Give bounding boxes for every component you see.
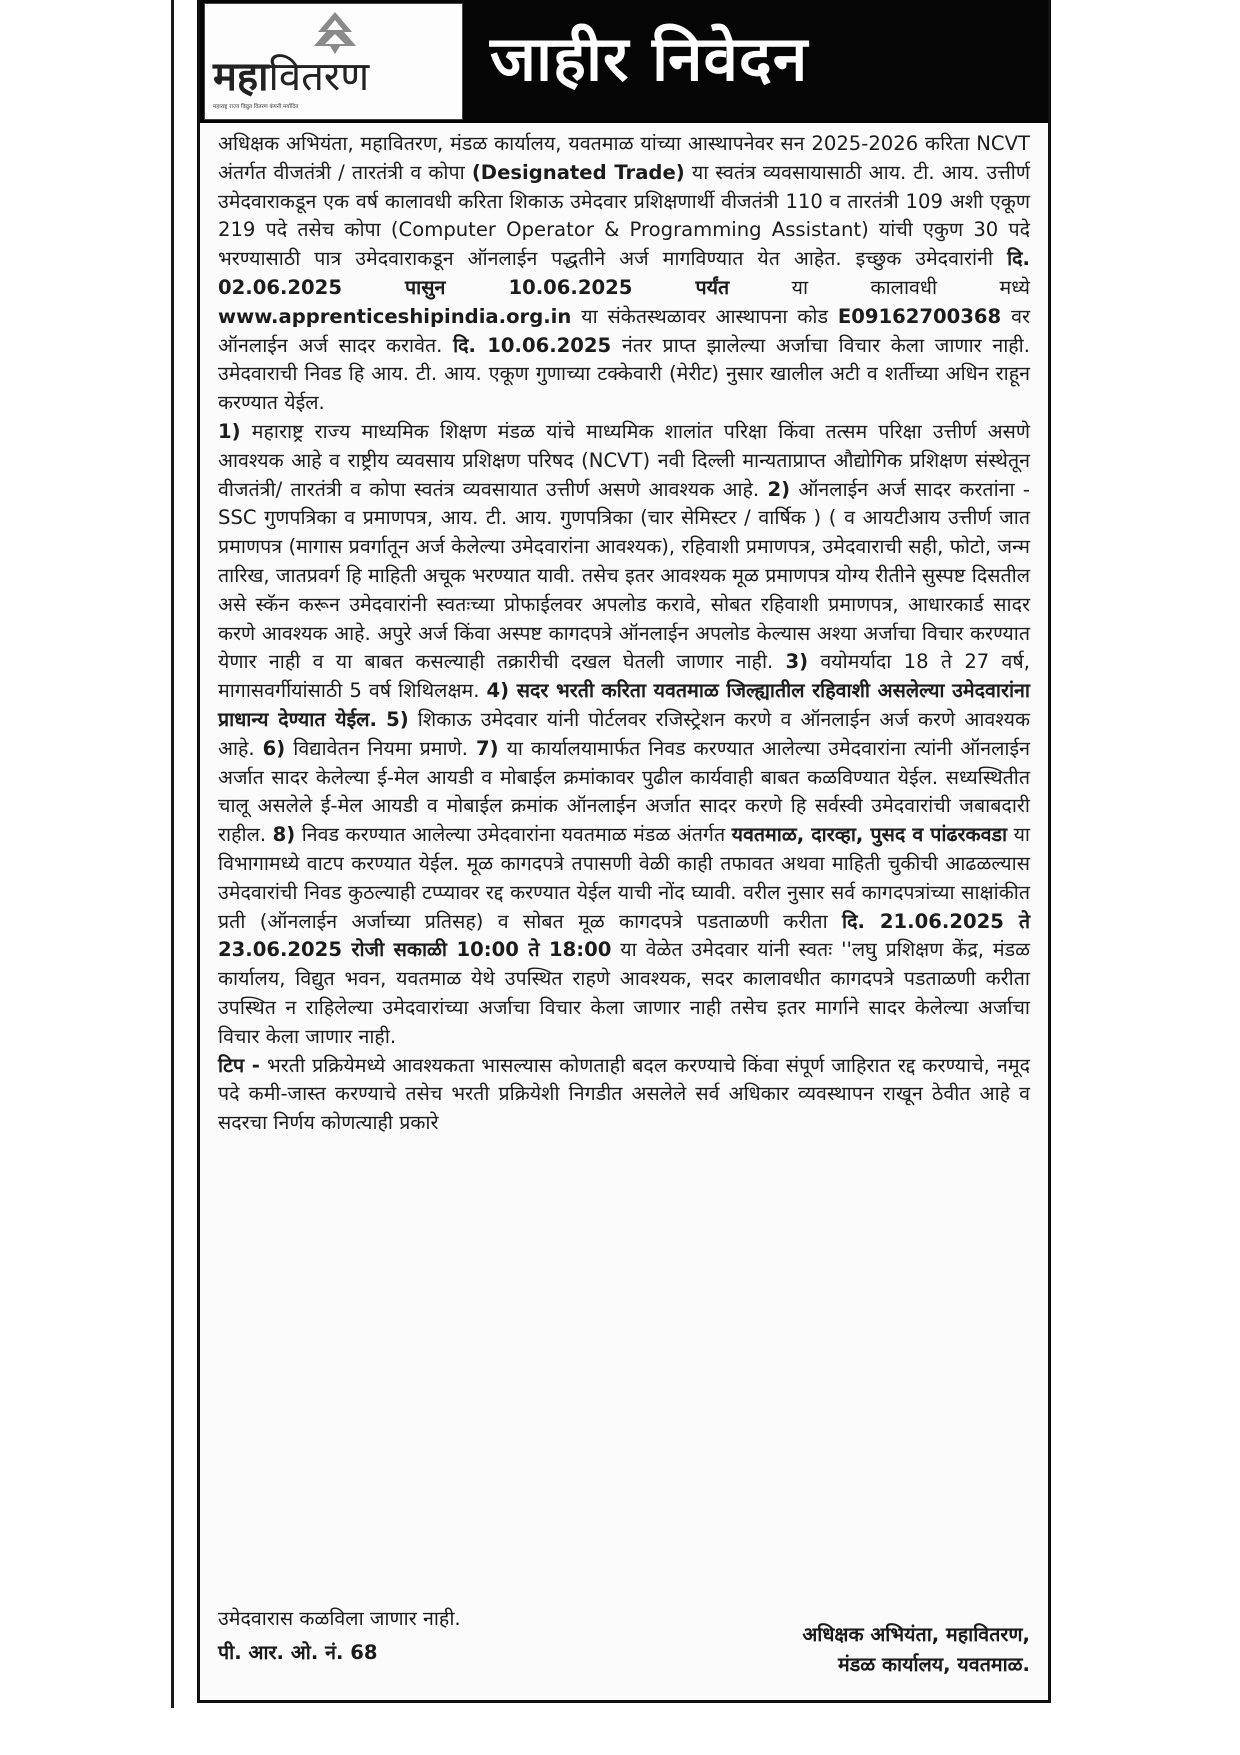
note-paragraph: टिप - भरती प्रक्रियेमध्ये आवश्यकता भासल्यास कोणताही बदल करण्याचे किंवा संपूर्ण जाहिरात रद्द करण्याचे, नमूद पदे कमी-जास्त करण्याचे तसेच भरती प्रक्रियेशी निगडीत असलेले सर्व अधिकार व्यवस्थापन राखून ठेवीत आहे व सदरचा निर्णय कोणत्याही प्रकारे <box>218 1053 1030 1135</box>
intro-paragraph: अधिक्षक अभियंता, महावितरण, मंडळ कार्यालय, यवतमाळ यांच्या आस्थापनेवर सन 2025-2026 करिता NCVT अंतर्गत वीजतंत्री / तारतंत्री व कोपा (Designated Trade) या स्वतंत्र व्यवसायासाठी आय. टी. आय. उत्तीर्ण उमेदवाराकडून एक वर्ष कालावधी करिता शिकाऊ उमेदवार प्रशिक्षणार्थी वीजतंत्री 110 व तारतंत्री 109 अशी एकूण 219 पदे तसेच कोपा (Computer Operator & Programming Assistant) यांची एकुण 30 पदे भरण्यासाठी पात्र उमेदवाराकडून ऑनलाईन पद्धतीने अर्ज मागविण्यात येत आहेत. इच्छुक उमेदवारांनी दि. 02.06.2025 पासुन 10.06.2025 पर्यंत या कालावधी मध्ये www.apprenticeshipindia.org.in या संकेतस्थळावर आस्थापना कोड E09162700368 वर ऑनलाईन अर्ज सादर करावेत. दि. 10.06.2025 नंतर प्राप्त झालेल्या अर्जाचा विचार केला जाणार नाही. उमेदवाराची निवड हि आय. टी. आय. एकूण गुणाच्या टक्केवारी (मेरीट) नुसार खालील अटी व शर्तीच्या अधिन राहून करण्यात येईल. <box>218 132 1030 415</box>
notice-header <box>200 0 1048 123</box>
notice-body <box>218 130 1030 1138</box>
public-notice <box>197 0 1051 1703</box>
page-left-rule <box>171 0 174 1708</box>
signature-block <box>802 1620 1030 1680</box>
note-tail: उमेदवारास कळविला जाणार नाही. <box>218 1607 461 1630</box>
notice-footer <box>218 1604 1030 1694</box>
logo-wordmark: महावितरण <box>213 54 370 100</box>
conditions-paragraph: 1) महाराष्ट्र राज्य माध्यमिक शिक्षण मंडळ यांचे माध्यमिक शालांत परिक्षा किंवा तत्सम परिक्षा उत्तीर्ण असणे आवश्यक आहे व राष्ट्रीय व्यवसाय प्रशिक्षण परिषद (NCVT) नवी दिल्ली मान्यताप्राप्त औद्योगिक प्रशिक्षण संस्थेतून वीजतंत्री/ तारतंत्री व कोपा स्वतंत्र व्यवसायात उत्तीर्ण असणे आवश्यक आहे. 2) ऑनलाईन अर्ज सादर करतांना - SSC गुणपत्रिका व प्रमाणपत्र, आय. टी. आय. गुणपत्रिका (चार सेमिस्टर / वार्षिक ) ( व आयटीआय उत्तीर्ण जात प्रमाणपत्र (मागास प्रवर्गातून अर्ज केलेल्या उमेदवारांना आवश्यक), रहिवाशी प्रमाणपत्र, उमेदवाराची सही, फोटो, जन्म तारिख, जातप्रवर्ग हि माहिती अचूक भरण्यात यावी. तसेच इतर आवश्यक मूळ प्रमाणपत्र योग्य रीतीने सुस्पष्ट दिसतील असे स्कॅन करून उमेदवारांनी स्वतःच्या प्रोफाईलवर अपलोड करावे, सोबत रहिवाशी प्रमाणपत्र, आधारकार्ड सादर करणे आवश्यक आहे. अपुरे अर्ज किंवा अस्पष्ट कागदपत्रे ऑनलाईन अपलोड केल्यास अश्या अर्जाचा विचार करण्यात येणार नाही व या बाबत कसल्याही तक्रारीची दखल घेतली जाणार नाही. 3) वयोमर्यादा 18 ते 27 वर्ष, मागासवर्गीयांसाठी 5 वर्ष शिथिलक्षम. 4) सदर भरती करिता यवतमाळ जिल्ह्यातील रहिवाशी असलेल्या उमेदवारांना प्राधान्य देण्यात येईल. 5) शिकाऊ उमेदवार यांनी पोर्टलवर रजिस्ट्रेशन करणे व ऑनलाईन अर्ज करणे आवश्यक आहे. 6) विद्यावेतन नियमा प्रमाणे. 7) या कार्यालयामार्फत निवड करण्यात आलेल्या उमेदवारांना त्यांनी ऑनलाईन अर्जात सादर केलेल्या ई-मेल आयडी व मोबाईल क्रमांकावर पुढील कार्यवाही बाबत कळविण्यात येईल. सध्यस्थितीत चालू असलेले ई-मेल आयडी व मोबाईल क्रमांक ऑनलाईन अर्जात सादर करणे हि सर्वस्वी उमेदवारांची जबाबदारी राहील. 8) निवड करण्यात आलेल्या उमेदवारांना यवतमाळ मंडळ अंतर्गत यवतमाळ, दारव्हा, पुसद व पांढरकवडा या विभागामध्ये वाटप करण्यात येईल. मूळ कागदपत्रे तपासणी वेळी काही तफावत अथवा माहिती चुकीची आढळल्यास उमेदवारांची निवड कुठल्याही टप्प्यावर रद्द करण्यात येईल याची नोंद घ्यावी. वरील नुसार सर्व कागदपत्रांच्या साक्षांकीत प्रती (ऑनलाईन अर्जाच्या प्रतिसह) व सोबत मूळ कागदपत्रे पडताळणी करीता दि. 21.06.2025 ते 23.06.2025 रोजी सकाळी 10:00 ते 18:00 या वेळेत उमेदवार यांनी स्वतः ''लघु प्रशिक्षण केंद्र, मंडळ कार्यालय, विद्युत भवन, यवतमाळ येथे उपस्थित राहणे आवश्यक, सदर कालावधीत कागदपत्रे पडताळणी करीता उपस्थित न राहिलेल्या उमेदवारांच्या अर्जाचा विचार केला जाणार नाही तसेच इतर मार्गाने सादर केलेल्या अर्जाचा विचार केला जाणार नाही. <box>218 419 1031 1048</box>
pro-number: पी. आर. ओ. नं. 68 <box>218 1641 378 1664</box>
signature-line-2: मंडळ कार्यालय, यवतमाळ. <box>838 1653 1030 1676</box>
mahavitaran-logo <box>204 3 463 120</box>
transmission-tower-icon <box>300 10 370 56</box>
logo-subtitle: महाराष्ट्र राज्य विद्युत वितरण कंपनी मर्यादित <box>213 104 299 110</box>
notice-title: जाहीर निवेदन <box>490 22 809 95</box>
signature-line-1: अधिक्षक अभियंता, महावितरण, <box>802 1623 1030 1646</box>
